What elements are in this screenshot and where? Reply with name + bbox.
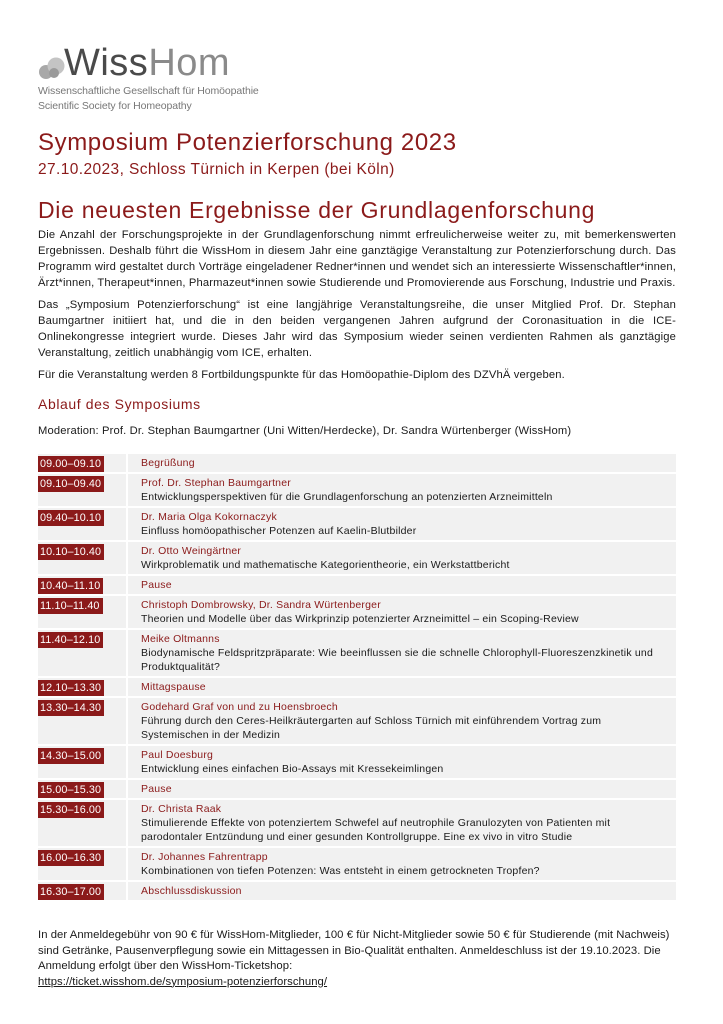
schedule-time: 14.30–15.00 bbox=[38, 748, 104, 764]
schedule-time-cell bbox=[38, 454, 126, 472]
schedule-time-cell bbox=[38, 596, 126, 628]
schedule-time: 12.10–13.30 bbox=[38, 680, 104, 696]
schedule-row bbox=[38, 596, 676, 628]
schedule-speaker: Meike Oltmanns bbox=[141, 633, 220, 645]
schedule-row bbox=[38, 746, 676, 778]
schedule-talk-title: Wirkproblematik und mathematische Kategorientheorie, ein Werkstattbericht bbox=[141, 559, 510, 571]
schedule-content bbox=[126, 630, 676, 676]
schedule-row bbox=[38, 542, 676, 574]
schedule-speaker: Dr. Maria Olga Kokornaczyk bbox=[141, 511, 277, 523]
schedule-row bbox=[38, 848, 676, 880]
schedule-time: 15.30–16.00 bbox=[38, 802, 104, 818]
schedule-time-cell bbox=[38, 800, 126, 846]
schedule-speaker: Dr. Christa Raak bbox=[141, 803, 222, 815]
schedule-speaker: Pause bbox=[141, 579, 172, 591]
schedule-time: 10.10–10.40 bbox=[38, 544, 104, 560]
schedule-table bbox=[38, 454, 676, 900]
event-date-location: 27.10.2023, Schloss Türnich in Kerpen (bei Köln) bbox=[38, 161, 395, 178]
schedule-content bbox=[126, 780, 676, 798]
schedule-time-cell bbox=[38, 576, 126, 594]
schedule-speaker: Pause bbox=[141, 783, 172, 795]
history-paragraph: Das „Symposium Potenzierforschung“ ist eine langjährige Veranstaltungsreihe, die unser Mitglied Prof. Dr. Stephan Baumgartner initiiert hat, und die in den beiden vergangenen Jahren aufgrund der Coronasituation in die ICE-Onlinekongresse integriert wurde. Dieses Jahr wird das Symposium wieder seinen verdienten Rahmen als ganztägige Veranstaltung, zeitlich unabhängig vom ICE, erhalten. bbox=[38, 299, 676, 359]
main-heading: Die neuesten Ergebnisse der Grundlagenforschung bbox=[38, 197, 596, 223]
schedule-time: 16.00–16.30 bbox=[38, 850, 104, 866]
schedule-speaker: Prof. Dr. Stephan Baumgartner bbox=[141, 477, 291, 489]
schedule-talk-title: Entwicklung eines einfachen Bio-Assays mit Kressekeimlingen bbox=[141, 763, 444, 775]
moderation-line: Moderation: Prof. Dr. Stephan Baumgartner (Uni Witten/Herdecke), Dr. Sandra Würtenberger (WissHom) bbox=[38, 425, 572, 437]
schedule-time-cell bbox=[38, 508, 126, 540]
schedule-time: 15.00–15.30 bbox=[38, 782, 104, 798]
schedule-speaker: Begrüßung bbox=[141, 457, 195, 469]
schedule-time-cell bbox=[38, 882, 126, 900]
logo-name-wiss: Wiss bbox=[64, 42, 149, 84]
credits-paragraph: Für die Veranstaltung werden 8 Fortbildungspunkte für das Homöopathie-Diplom des DZVhÄ vergeben. bbox=[38, 369, 565, 381]
schedule-content bbox=[126, 542, 676, 574]
schedule-time-cell bbox=[38, 474, 126, 506]
schedule-talk-title: Einfluss homöopathischer Potenzen auf Kaelin-Blutbilder bbox=[141, 525, 417, 537]
schedule-talk-title: Biodynamische Feldspritzpräparate: Wie beeinflussen sie die schnelle Chlorophyll-Fluoreszenzkinetik und Produktqualität? bbox=[141, 647, 654, 673]
schedule-row bbox=[38, 576, 676, 594]
schedule-content bbox=[126, 882, 676, 900]
schedule-time-cell bbox=[38, 542, 126, 574]
schedule-talk-title: Stimulierende Effekte von potenziertem Schwefel auf neutrophile Granulozyten von Patienten mit parodontaler Entzündung und einer gesunden Kontrollgruppe. Eine ex vivo in vitro Studie bbox=[141, 817, 611, 843]
schedule-time-cell bbox=[38, 678, 126, 696]
schedule-talk-title: Kombinationen von tiefen Potenzen: Was entsteht in einem getrockneten Tropfen? bbox=[141, 865, 540, 877]
schedule-row bbox=[38, 882, 676, 900]
schedule-content bbox=[126, 800, 676, 846]
schedule-row bbox=[38, 508, 676, 540]
logo-name-hom: Hom bbox=[148, 42, 231, 84]
schedule-time-cell bbox=[38, 780, 126, 798]
schedule-content bbox=[126, 848, 676, 880]
schedule-row bbox=[38, 630, 676, 676]
schedule-talk-title: Entwicklungsperspektiven für die Grundlagenforschung an potenzierten Arzneimitteln bbox=[141, 491, 553, 503]
schedule-talk-title: Theorien und Modelle über das Wirkprinzip potenzierter Arzneimittel – ein Scoping-Review bbox=[141, 613, 579, 625]
logo-name bbox=[64, 42, 230, 84]
registration-text: In der Anmeldegebühr von 90 € für WissHom-Mitglieder, 100 € für Nicht-Mitglieder sowie 50 € für Studierende (mit Nachweis) sind Getränke, Pausenverpflegung sowie ein Mittagessen in Bio-Qualität enthalten. Anmeldeschluss ist der 19.10.2023. Die Anmeldung erfolgt über den WissHom-Ticketshop: bbox=[38, 929, 670, 972]
schedule-content bbox=[126, 474, 676, 506]
schedule-content bbox=[126, 508, 676, 540]
schedule-content bbox=[126, 746, 676, 778]
wisshom-logo bbox=[38, 40, 676, 112]
schedule-speaker: Mittagspause bbox=[141, 681, 206, 693]
schedule-time-cell bbox=[38, 848, 126, 880]
document-title: Symposium Potenzierforschung 2023 bbox=[38, 129, 457, 156]
schedule-heading: Ablauf des Symposiums bbox=[38, 396, 201, 412]
registration-info bbox=[38, 928, 678, 990]
schedule-time: 09.00–09.10 bbox=[38, 456, 104, 472]
schedule-time: 09.40–10.10 bbox=[38, 510, 104, 526]
schedule-row bbox=[38, 474, 676, 506]
ticketshop-link[interactable]: https://ticket.wisshom.de/symposium-potenzierforschung/ bbox=[38, 975, 328, 988]
schedule-time: 10.40–11.10 bbox=[38, 578, 103, 594]
schedule-time-cell bbox=[38, 630, 126, 676]
intro-paragraph: Die Anzahl der Forschungsprojekte in der Grundlagenforschung nimmt erfreulicherweise weiter zu, mit bemerkenswerten Ergebnissen. Deshalb führt die WissHom in diesem Jahr eine ganztägige Veranstaltung zur Potenzierforschung durch. Das Programm wird gestaltet durch Vorträge eingeladener Redner*innen und wendet sich an interessierte Wissenschaftler*innen, Ärzt*innen, Therapeut*innen, Pharmazeut*innen sowie Studierende und Promovierende aus Forschung, Industrie und Praxis. bbox=[38, 229, 676, 289]
schedule-speaker: Godehard Graf von und zu Hoensbroech bbox=[141, 701, 338, 713]
schedule-content bbox=[126, 576, 676, 594]
schedule-time-cell bbox=[38, 698, 126, 744]
schedule-row bbox=[38, 454, 676, 472]
schedule-time: 11.10–11.40 bbox=[38, 598, 103, 614]
page bbox=[38, 40, 676, 902]
logo-subtitle-en: Scientific Society for Homeopathy bbox=[38, 100, 192, 112]
schedule-speaker: Dr. Johannes Fahrentrapp bbox=[141, 851, 268, 863]
schedule-speaker: Dr. Otto Weingärtner bbox=[141, 545, 242, 557]
schedule-content bbox=[126, 698, 676, 744]
schedule-speaker: Paul Doesburg bbox=[141, 749, 214, 761]
schedule-content bbox=[126, 454, 676, 472]
schedule-time: 13.30–14.30 bbox=[38, 700, 104, 716]
logo-subtitle-de: Wissenschaftliche Gesellschaft für Homöopathie bbox=[38, 85, 259, 97]
schedule-time: 11.40–12.10 bbox=[38, 632, 103, 648]
schedule-row bbox=[38, 800, 676, 846]
schedule-time-cell bbox=[38, 746, 126, 778]
schedule-row bbox=[38, 780, 676, 798]
schedule-speaker: Abschlussdiskussion bbox=[141, 885, 242, 897]
schedule-time: 09.10–09.40 bbox=[38, 476, 104, 492]
schedule-row bbox=[38, 698, 676, 744]
schedule-time: 16.30–17.00 bbox=[38, 884, 104, 900]
schedule-row bbox=[38, 678, 676, 696]
schedule-content bbox=[126, 596, 676, 628]
schedule-talk-title: Führung durch den Ceres-Heilkräutergarten auf Schloss Türnich mit einführendem Vortrag zum Systemischen in der Medizin bbox=[141, 715, 602, 741]
schedule-content bbox=[126, 678, 676, 696]
schedule-speaker: Christoph Dombrowsky, Dr. Sandra Würtenberger bbox=[141, 599, 381, 611]
